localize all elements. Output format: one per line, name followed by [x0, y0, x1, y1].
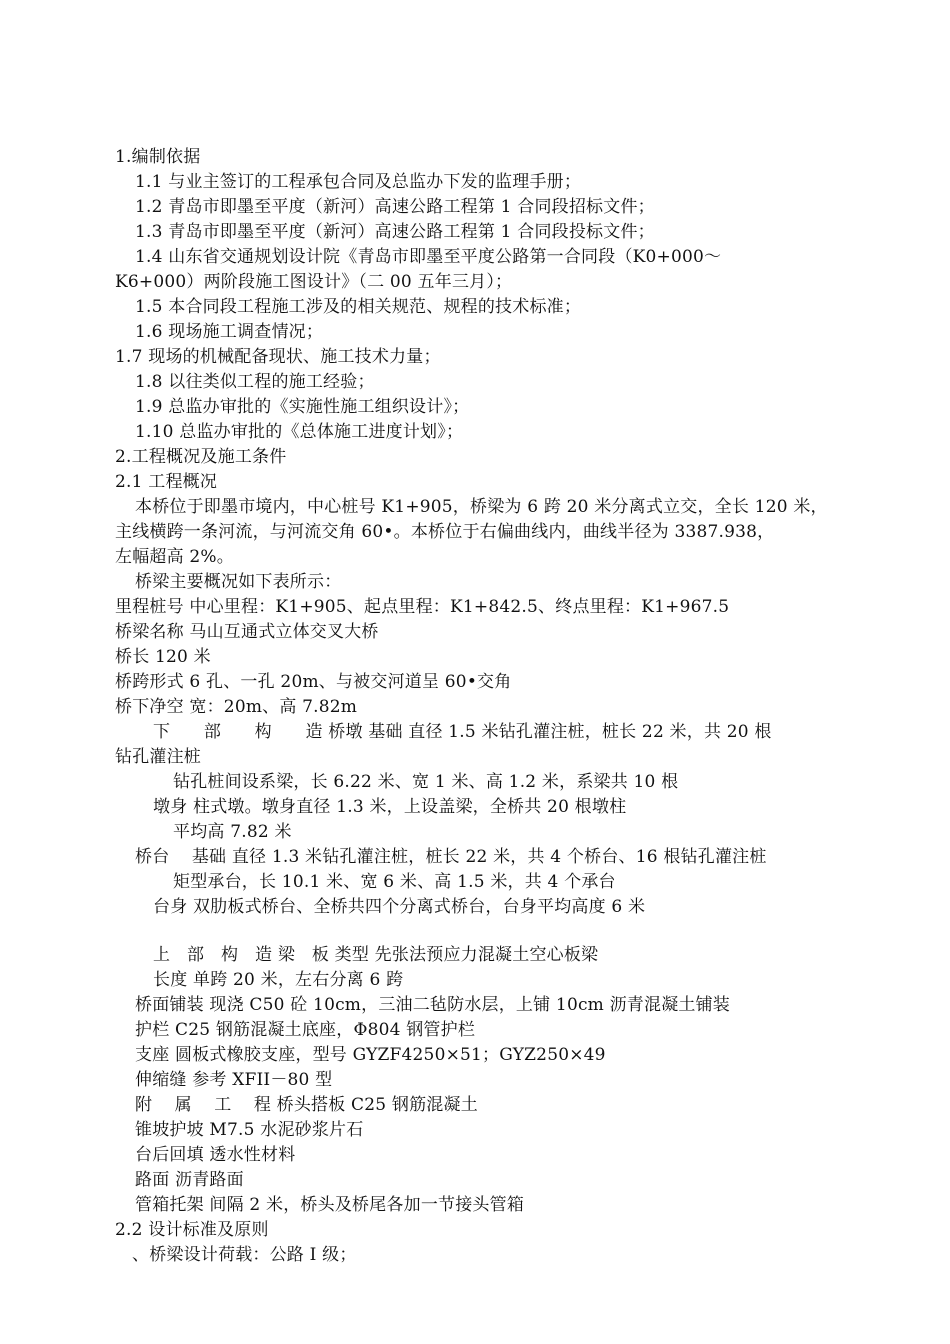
list-item-1-8: 1.8 以往类似工程的施工经验；	[135, 372, 375, 392]
overview-row: 桥跨形式 6 孔、一孔 20m、与被交河道呈 60•交角	[115, 672, 512, 692]
section-heading-2: 2.工程概况及施工条件	[115, 447, 287, 467]
overview-row: 支座 圆板式橡胶支座，型号 GYZF4250×51；GYZ250×49	[135, 1045, 606, 1065]
table-intro: 桥梁主要概况如下表所示：	[135, 572, 342, 592]
paragraph-line: 、桥梁设计荷载：公路 I 级；	[132, 1245, 357, 1265]
overview-row: 长度 单跨 20 米，左右分离 6 跨	[153, 970, 404, 990]
overview-row: 桥台 基础 直径 1.3 米钻孔灌注桩，桩长 22 米，共 4 个桥台、16 根钻孔灌注桩	[135, 847, 767, 867]
paragraph-line: 本桥位于即墨市境内，中心桩号 K1+905，桥梁为 6 跨 20 米分离式立交，全长 120 米，	[135, 497, 828, 517]
overview-row: 护栏 C25 钢筋混凝土底座，Φ804 钢管护栏	[135, 1020, 476, 1040]
paragraph-line: 左幅超高 2%。	[115, 547, 234, 567]
overview-row: 上 部 构 造 梁 板 类型 先张法预应力混凝土空心板梁	[153, 945, 599, 965]
overview-row: 管箱托架 间隔 2 米，桥头及桥尾各加一节接头管箱	[135, 1195, 525, 1215]
overview-row: 桥下净空 宽：20m、高 7.82m	[115, 697, 358, 717]
overview-row: 平均高 7.82 米	[173, 822, 292, 842]
overview-row: 下 部 构 造 桥墩 基础 直径 1.5 米钻孔灌注桩，桩长 22 米，共 20 根	[153, 722, 772, 742]
overview-row: 路面 沥青路面	[135, 1170, 244, 1190]
list-item-1-1: 1.1 与业主签订的工程承包合同及总监办下发的监理手册；	[135, 172, 582, 192]
overview-row: 钻孔灌注桩	[115, 747, 201, 767]
overview-row: 台后回填 透水性材料	[135, 1145, 296, 1165]
list-item-1-7: 1.7 现场的机械配备现状、施工技术力量；	[115, 347, 441, 367]
overview-row: 墩身 柱式墩。墩身直径 1.3 米，上设盖梁，全桥共 20 根墩柱	[153, 797, 627, 817]
list-item-1-10: 1.10 总监办审批的《总体施工进度计划》；	[135, 422, 464, 442]
list-item-1-4-cont: K6+000）两阶段施工图设计》（二 00 五年三月）；	[115, 272, 513, 292]
list-item-1-2: 1.2 青岛市即墨至平度（新河）高速公路工程第 1 合同段招标文件；	[135, 197, 655, 217]
section-heading-1: 1.编制依据	[115, 147, 201, 167]
list-item-1-9: 1.9 总监办审批的《实施性施工组织设计》；	[135, 397, 470, 417]
paragraph-line: 主线横跨一条河流，与河流交角 60•。本桥位于右偏曲线内，曲线半径为 3387.938，	[115, 522, 775, 542]
overview-row: 桥面铺装 现浇 C50 砼 10cm，三油二毡防水层，上铺 10cm 沥青混凝土铺装	[135, 995, 731, 1015]
overview-row: 桥长 120 米	[115, 647, 211, 667]
subsection-heading-2-1: 2.1 工程概况	[115, 472, 218, 492]
list-item-1-6: 1.6 现场施工调查情况；	[135, 322, 324, 342]
list-item-1-5: 1.5 本合同段工程施工涉及的相关规范、规程的技术标准；	[135, 297, 582, 317]
overview-row: 钻孔桩间设系梁，长 6.22 米、宽 1 米、高 1.2 米，系梁共 10 根	[173, 772, 679, 792]
overview-row: 附 属 工 程 桥头搭板 C25 钢筋混凝土	[135, 1095, 478, 1115]
list-item-1-3: 1.3 青岛市即墨至平度（新河）高速公路工程第 1 合同段投标文件；	[135, 222, 655, 242]
overview-row: 桥梁名称 马山互通式立体交叉大桥	[115, 622, 379, 642]
overview-row: 里程桩号 中心里程：K1+905、起点里程：K1+842.5、终点里程：K1+967.5	[115, 597, 730, 617]
overview-row: 锥坡护坡 M7.5 水泥砂浆片石	[135, 1120, 364, 1140]
overview-row: 台身 双肋板式桥台、全桥共四个分离式桥台，台身平均高度 6 米	[153, 897, 646, 917]
overview-row: 矩型承台，长 10.1 米、宽 6 米、高 1.5 米，共 4 个承台	[173, 872, 616, 892]
subsection-heading-2-2: 2.2 设计标准及原则	[115, 1220, 269, 1240]
list-item-1-4: 1.4 山东省交通规划设计院《青岛市即墨至平度公路第一合同段（K0+000～	[135, 247, 722, 267]
overview-row: 伸缩缝 参考 XFII－80 型	[135, 1070, 333, 1090]
